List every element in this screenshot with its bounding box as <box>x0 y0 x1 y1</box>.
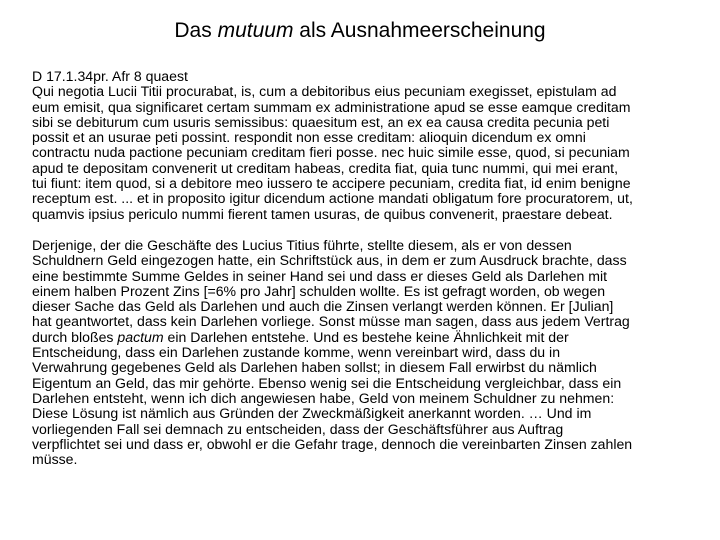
translation-text: ein Darlehen entstehe. Und es bestehe keine Ähnlichkeit mit der <box>163 328 569 345</box>
translation-line: Derjenige, der die Geschäfte des Lucius Titius führte, stellte diesem, als er von dessen <box>32 236 572 253</box>
translation-line: müsse. <box>32 451 78 468</box>
german-translation <box>32 238 716 467</box>
translation-line: Diese Lösung ist nämlich aus Gründen der Zweckmäßigkeit anerkannt worden. … Und im <box>32 405 592 422</box>
translation-line: einem halben Prozent Zins [=6% pro Jahr] schulden wollte. Es ist gefragt worden, ob wegen <box>32 282 606 299</box>
translation-line: hat geantwortet, dass kein Darlehen vorliege. Sonst müsse man sagen, dass aus jedem Vertrag <box>32 313 630 330</box>
translation-line: dieser Sache das Geld als Darlehen und auch die Zinsen verlangt werden können. Er [Julian] <box>32 298 614 315</box>
translation-line <box>32 330 716 345</box>
translation-line: Entscheidung, dass ein Darlehen zustande komme, wenn vereinbart wird, dass du in <box>32 344 561 361</box>
slide-body <box>32 69 716 467</box>
title-italic-word: mutuum <box>217 19 294 42</box>
translation-line: Verwahrung gegebenes Geld als Darlehen haben sollst; in diesem Fall erwirbst du nämlich <box>32 359 597 376</box>
title-text-after: als Ausnahmeerscheinung <box>293 19 546 42</box>
latin-line: Qui negotia Lucii Titii procurabat, is, cum a debitoribus eius pecuniam exegisset, epistulam ad <box>32 83 617 100</box>
paragraph-spacer <box>32 222 716 238</box>
slide-title <box>0 18 720 44</box>
translation-line: eine bestimmte Summe Geldes in seiner Hand sei und dass er dieses Geld als Darlehen mit <box>32 267 607 284</box>
translation-text: durch bloßes <box>32 328 118 345</box>
translation-line: vorliegenden Fall sei demnach zu entscheiden, dass der Geschäftsführer aus Auftrag <box>32 420 564 437</box>
latin-line: possit et an usurae peti possint. respondit non esse creditam: alioquin dicendum ex omni <box>32 129 586 146</box>
translation-line: Eigentum an Geld, das mir gehörte. Ebenso wenig sei die Entscheidung vergleichbar, dass ein <box>32 374 622 391</box>
translation-line: Darlehen entsteht, wenn ich dich angewiesen habe, Geld von meinem Schuldner zu nehmen: <box>32 389 615 406</box>
translation-line: Schuldnern Geld eingezogen hatte, ein Schriftstück aus, in dem er zum Ausdruck brachte, dass <box>32 252 627 269</box>
latin-line: eum emisit, qua significaret certam summam ex administratione apud se esse eamque creditam <box>32 98 631 115</box>
translation-italic-word: pactum <box>117 328 164 345</box>
latin-line: tui fiunt: item quod, si a debitore meo iussero te accipere pecuniam, credita fiat, id enim benigne <box>32 175 631 192</box>
latin-line: apud te depositam convenerit ut creditam habeas, credita fiat, quia tunc nummi, qui mei erant, <box>32 159 618 176</box>
translation-line: verpflichtet sei und dass er, obwohl er die Gefahr trage, dennoch die vereinbarten Zinsen zahlen <box>32 435 633 452</box>
latin-text <box>32 84 716 222</box>
latin-line: quamvis ipsius periculo nummi fierent tamen usuras, de quibus convenerit, praestare debeat. <box>32 205 613 222</box>
latin-line: contractu nuda pactione pecuniam creditam fieri posse. nec huic simile esse, quod, si pecuniam <box>32 144 630 161</box>
source-citation: D 17.1.34pr. Afr 8 quaest <box>32 68 188 84</box>
latin-line: sibi se debiturum cum usuris semissibus: quaesitum est, an ex ea causa credita pecunia peti <box>32 113 610 130</box>
title-text-before: Das <box>174 19 218 42</box>
latin-line: receptum est. ... et in proposito igitur dicendum actione mandati obligatum fore procuratorem, ut, <box>32 190 633 207</box>
